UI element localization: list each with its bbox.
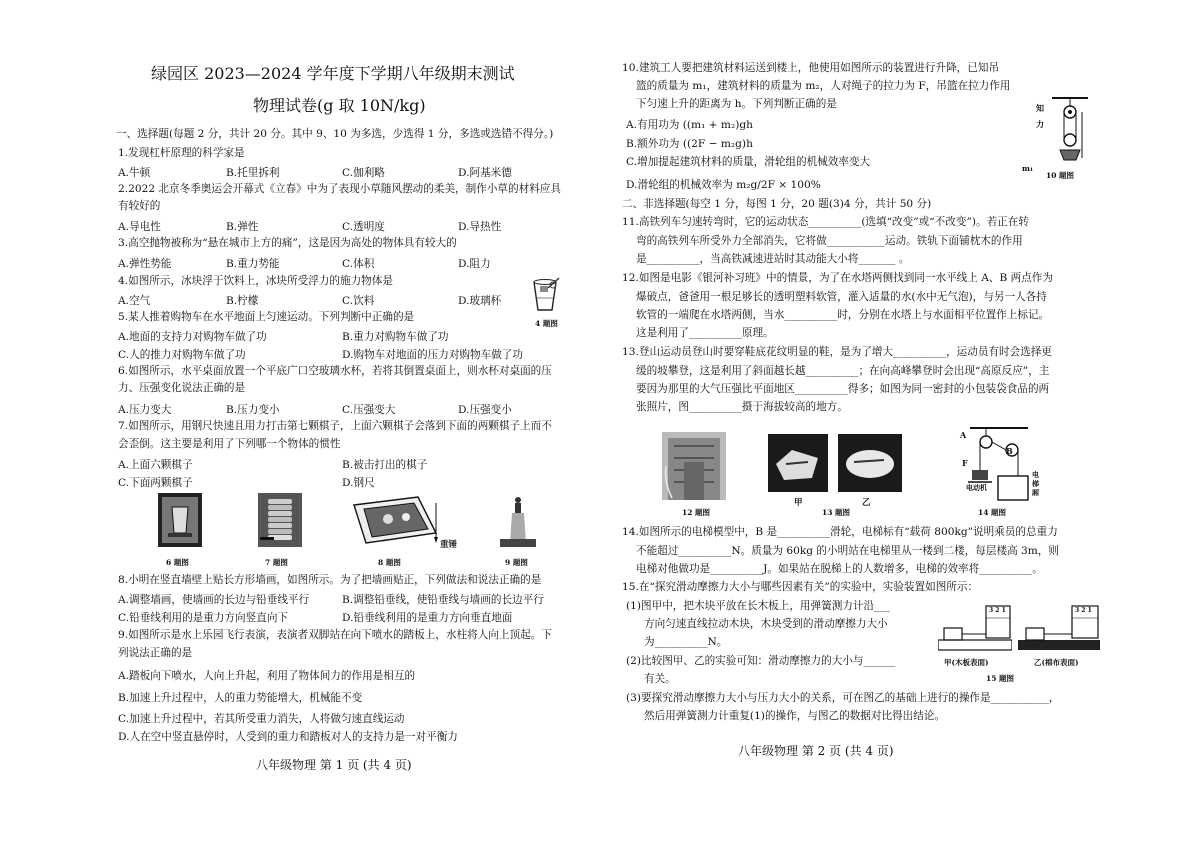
- figure-8-weight-label: 重锤: [440, 540, 458, 550]
- figure-14-label-b: B: [1006, 446, 1013, 456]
- q2-option-d: D.导热性: [458, 221, 502, 233]
- q13-line3: 要因为那里的大气压强比平面地区__________得多；如图为同一密封的小包装袋食品的两: [636, 383, 1050, 395]
- q2-option-b: B.弹性: [226, 221, 259, 233]
- q5-option-a: A.地面的支持力对购物车做了功: [118, 331, 267, 343]
- q6-option-b: B.压力变小: [226, 404, 280, 416]
- q7-stem-line1: 7.如图所示，用钢尺快速且用力打击第七颗棋子，上面六颗棋子会落到下面的两颗棋子上而不: [118, 420, 552, 432]
- figure-10-force-label: 知力: [1036, 103, 1044, 129]
- section-2-heading: 二、非选择题(每空 1 分，每图 1 分，20 题(3)4 分，共计 50 分): [622, 198, 932, 210]
- figure-6-caption: 6 题图: [166, 558, 189, 567]
- q15-line7: (3)要探究滑动摩擦力大小与压力大小的关系，可在图乙的基础上进行的操作是___________，: [626, 692, 1060, 704]
- q15-line2: (1)图甲中，把木块平放在长木板上，用弹簧测力计沿___: [626, 600, 890, 612]
- q4-stem: 4.如图所示，冰块浮于饮料上，冰块所受浮力的施力物体是: [118, 275, 393, 287]
- q1-option-b: B.托里拆利: [226, 167, 280, 179]
- q12-line4: 这是利用了__________原理。: [636, 327, 774, 339]
- figure-8-caption: 8 题图: [378, 558, 401, 567]
- q15-line8: 然后用弹簧测力计重复(1)的操作，与图乙的数据对比得出结论。: [644, 710, 946, 722]
- exam-title: 绿园区 2023—2024 学年度下学期八年级期末测试: [151, 64, 515, 83]
- q12-line3: 软管的一端爬在水塔两侧，当水__________时，分别在水塔上与水面相平位置作上标记。: [636, 309, 1050, 321]
- q11-line3: 是__________，当高铁减速进站时其动能大小将_______ 。: [636, 253, 910, 265]
- q9-option-b: B.加速上升过程中，人的重力势能增大，机械能不变: [118, 692, 363, 704]
- page-1-footer: 八年级物理 第 1 页 (共 4 页): [256, 758, 412, 772]
- q9-option-a: A.踏板向下喷水，人向上升起，利用了物体间力的作用是相互的: [118, 670, 416, 682]
- scale-3: 3: [989, 607, 994, 614]
- q4-option-b: B.柠檬: [226, 295, 259, 307]
- q3-stem: 3.高空抛物被称为“悬在城市上方的痛”，这是因为高处的物体具有较大的: [118, 237, 457, 249]
- q14-line1: 14.如图所示的电梯模型中，B 是__________滑轮，电梯标有“载荷 800kg”说明乘员的总重力: [622, 526, 1058, 538]
- q9-stem-line2: 列说法正确的是: [118, 647, 193, 659]
- figure-4-caption: 4 题图: [535, 319, 558, 328]
- q10-option-a: A.有用功为 ((m₁ + m₂)gh: [626, 119, 753, 131]
- figure-12-caption: 12 题图: [682, 508, 711, 517]
- figure-13-image-yi: [838, 434, 902, 492]
- page-1: [110, 0, 595, 848]
- q12-line2: 爆破点，爸爸用一根足够长的透明塑料软管，灌入适量的水(水中无气泡)，与另一人各持: [636, 291, 1047, 303]
- figure-6-image: [158, 493, 202, 547]
- q3-option-d: D.阻力: [458, 258, 491, 270]
- q10-stem-line1: 10.建筑工人要把建筑材料运送到楼上，他使用如图所示的装置进行升降，已知吊: [622, 62, 1000, 74]
- q13-line2: 缓的坡攀登，这是利用了斜面越长越__________；在向高峰攀登时会出现“高原反应”，主: [636, 365, 1050, 377]
- q6-option-c: C.压强变大: [342, 404, 396, 416]
- q8-option-a: A.调整墙画，使墙画的长边与铅垂线平行: [118, 594, 310, 606]
- q5-option-c: C.人的推力对购物车做了功: [118, 349, 246, 361]
- scale-3: 3: [1075, 607, 1080, 614]
- section-1-heading: 一、选择题(每题 2 分，共计 20 分。其中 9、10 为多选，少选得 1 分，多选或选错不得分。): [116, 128, 554, 140]
- figure-15-label-yi: 乙(棉布表面): [1034, 658, 1079, 667]
- q11-line2: 弯的高铁列车所受外力全部消失，它将做___________运动。铁轨下面铺枕木的作用: [636, 235, 1023, 247]
- q4-option-a: A.空气: [118, 295, 151, 307]
- q12-line1: 12.如图是电影《银河补习班》中的情景，为了在水塔两侧找到同一水平线上 A、B 两点作为: [622, 272, 1053, 284]
- figure-10-image: [1050, 96, 1090, 166]
- q2-stem-line1: 2.2022 北京冬季奥运会开幕式《立春》中为了表现小草随风摆动的柔美，制作小草的材料应具: [118, 183, 561, 195]
- q11-line1: 11.高铁列车匀速转弯时，它的运动状态__________(选填“改变”或“不改变”)。若正在转: [622, 216, 1029, 228]
- scale-2: 2: [1081, 607, 1086, 614]
- figure-7-image: [258, 493, 302, 547]
- q5-option-d: D.购物车对地面的压力对购物车做了功: [342, 349, 523, 361]
- figure-10-mass-label: m₁: [1022, 164, 1034, 173]
- figure-10-caption: 10 题图: [1046, 171, 1075, 180]
- q15-line4: 为__________N。: [644, 636, 728, 648]
- q6-stem-line2: 力、压强变化说法正确的是: [118, 382, 246, 394]
- figure-12-image: [662, 432, 726, 500]
- q5-option-b: B.重力对购物车做了功: [342, 331, 449, 343]
- q3-option-c: C.体积: [342, 258, 375, 270]
- page-2: [622, 0, 1100, 848]
- q7-option-b: B.被击打出的棋子: [342, 459, 428, 471]
- q10-option-c: C.增加提起建筑材料的质量，滑轮组的机械效率变大: [626, 156, 871, 168]
- q7-option-a: A.上面六颗棋子: [118, 459, 193, 471]
- figure-13-image-jia: [768, 434, 828, 492]
- q13-line1: 13.登山运动员登山时要穿鞋底花纹明显的鞋，是为了增大__________，运动员有时会选择更: [622, 346, 1053, 358]
- scale-1: 1: [1087, 607, 1092, 614]
- q15-line1: 15.在“探究滑动摩擦力大小与哪些因素有关”的实验中，实验装置如图所示：: [622, 581, 979, 593]
- q2-stem-line2: 有较好的: [118, 200, 161, 212]
- exam-subtitle: 物理试卷(g 取 10N/kg): [253, 96, 426, 115]
- figure-14-caption: 14 题图: [978, 508, 1007, 517]
- scale-2: 2: [995, 607, 1000, 614]
- q8-option-d: D.铅垂线利用的是重力方向垂直地面: [342, 612, 513, 624]
- q10-option-b: B.额外功为 ((2F − m₂g)h: [626, 138, 753, 150]
- q15-line3: 方向匀速直线拉动木块，木块受到的滑动摩擦力大小: [644, 618, 888, 630]
- q5-stem: 5.某人推着购物车在水平地面上匀速运动。下列判断中正确的是: [118, 311, 415, 323]
- q15-line6: 有关。: [644, 673, 676, 685]
- figure-4-image: [528, 276, 562, 314]
- q10-stem-line3: 下匀速上升的距离为 h。下列判断正确的是: [636, 98, 837, 110]
- q10-stem-line2: 篮的质量为 m₁，建筑材料的质量为 m₂，人对绳子的拉力为 F，吊篮在拉力作用: [636, 80, 1011, 92]
- figure-9-caption: 9 题图: [505, 558, 528, 567]
- q7-stem-line2: 会歪倒。这主要是利用了下列哪一个物体的惯性: [118, 438, 341, 450]
- figure-14-label-a: A: [960, 430, 967, 440]
- q4-option-c: C.饮料: [342, 295, 375, 307]
- q14-line3: 电梯对他做功是__________J。如果站在脱梯上的人数增多，电梯的效率将__________。: [636, 563, 1043, 575]
- q7-option-d: D.钢尺: [342, 477, 375, 489]
- q13-line4: 张照片，图__________摄于海拔较高的地方。: [636, 401, 848, 413]
- page-2-footer: 八年级物理 第 2 页 (共 4 页): [738, 744, 894, 758]
- figure-14-label-motor: 电动机: [966, 483, 987, 492]
- q6-option-a: A.压力变大: [118, 404, 172, 416]
- q1-option-a: A.牛顿: [118, 167, 151, 179]
- q9-option-c: C.加速上升过程中，若其所受重力消失，人将做匀速直线运动: [118, 713, 405, 725]
- figure-13-label-yi: 乙: [862, 498, 871, 508]
- q7-option-c: C.下面两颗棋子: [118, 477, 193, 489]
- q1-stem: 1.发现杠杆原理的科学家是: [118, 147, 245, 159]
- figure-15-label-jia: 甲(木板表面): [944, 658, 989, 667]
- figure-9-image: [500, 493, 536, 547]
- figure-15-caption: 15 题图: [986, 674, 1015, 683]
- figure-14-label-f: F: [962, 458, 968, 468]
- figure-14-label-car: 电梯厢: [1032, 470, 1039, 497]
- q6-option-d: D.压强变小: [458, 404, 512, 416]
- q15-line5: (2)比较图甲、乙的实验可知：滑动摩擦力的大小与______: [626, 655, 896, 667]
- q9-stem-line1: 9.如图所示是水上乐园飞行表演，表演者双脚站在向下喷水的踏板上，水柱将人向上顶起。下: [118, 629, 552, 641]
- q3-option-b: B.重力势能: [226, 258, 280, 270]
- figure-8-image: [348, 493, 444, 547]
- q2-option-c: C.透明度: [342, 221, 385, 233]
- q8-stem: 8.小明在竖直墙壁上贴长方形墙画，如图所示。为了把墙画贴正，下列做法和说法正确的是: [118, 574, 542, 586]
- q14-line2: 不能超过__________N。质量为 60kg 的小明站在电梯里从一楼到二楼，每层楼高 3m，则: [636, 545, 1060, 557]
- figure-15-scale-jia: [989, 607, 1006, 614]
- q2-option-a: A.导电性: [118, 221, 161, 233]
- q9-option-d: D.人在空中竖直悬停时，人受到的重力和踏板对人的支持力是一对平衡力: [118, 731, 458, 743]
- figure-13-caption: 13 题图: [822, 508, 851, 517]
- q4-option-d: D.玻璃杯: [458, 295, 502, 307]
- q3-option-a: A.弹性势能: [118, 258, 172, 270]
- q8-option-b: B.调整铅垂线，使铅垂线与墙画的长边平行: [342, 594, 544, 606]
- q1-option-c: C.伽利略: [342, 167, 385, 179]
- figure-7-caption: 7 题图: [265, 558, 288, 567]
- figure-15-scale-yi: [1075, 607, 1092, 614]
- q1-option-d: D.阿基米德: [458, 167, 512, 179]
- q6-stem-line1: 6.如图所示，水平桌面放置一个平底广口空玻璃水杯，若将其倒置桌面上，则水杯对桌面的压: [118, 365, 552, 377]
- q10-option-d: D.滑轮组的机械效率为 m₂g/2F × 100%: [626, 179, 821, 191]
- figure-13-label-jia: 甲: [794, 498, 803, 508]
- q8-option-c: C.铅垂线利用的是重力方向竖直向下: [118, 612, 289, 624]
- scale-1: 1: [1001, 607, 1006, 614]
